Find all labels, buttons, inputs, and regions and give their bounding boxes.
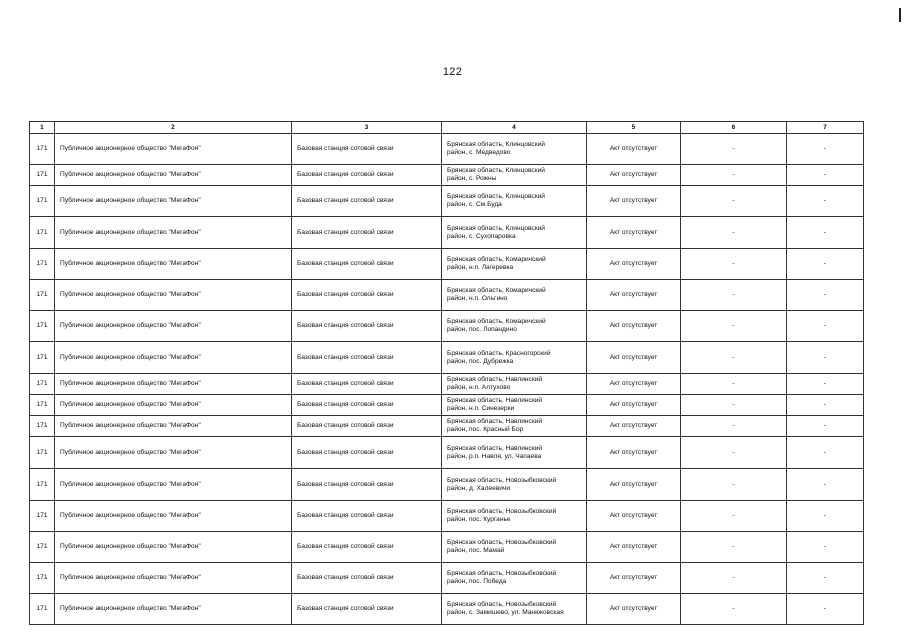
address-line: Брянская область, Навлинский: [447, 444, 543, 452]
column-7-cell: -: [787, 280, 864, 311]
act-status-cell: Акт отсутствует: [587, 469, 681, 501]
address-line: район, с. Замишево, ул. Манюковская: [447, 609, 564, 616]
column-6-cell: -: [681, 280, 787, 311]
act-status-cell: Акт отсутствует: [587, 134, 681, 165]
column-header: 4: [442, 122, 587, 134]
address-line: Брянская область, Клинцовский: [447, 141, 545, 148]
organization-cell: Публичное акционерное общество "МегаФон": [55, 501, 292, 532]
column-7-cell: -: [787, 311, 864, 342]
column-6-cell: -: [681, 501, 787, 532]
act-status-cell: Акт отсутствует: [587, 416, 681, 437]
column-6-cell: -: [681, 416, 787, 437]
column-7-cell: -: [787, 134, 864, 165]
act-status-cell: Акт отсутствует: [587, 374, 681, 395]
object-type-cell: Базовая станция сотовой связи: [292, 563, 442, 594]
row-number-cell: 171: [30, 469, 55, 501]
column-7-cell: -: [787, 374, 864, 395]
row-number-cell: 171: [30, 437, 55, 469]
column-7-cell: -: [787, 342, 864, 374]
object-type-cell: Базовая станция сотовой связи: [292, 395, 442, 416]
column-7-cell: -: [787, 395, 864, 416]
registry-table-body: [30, 134, 864, 625]
table-row: [30, 532, 864, 563]
address-cell: [442, 280, 587, 311]
column-7-cell: -: [787, 186, 864, 217]
organization-cell: Публичное акционерное общество "МегаФон": [55, 395, 292, 416]
address-cell: [442, 469, 587, 501]
column-7-cell: -: [787, 469, 864, 501]
column-6-cell: -: [681, 249, 787, 280]
act-status-cell: Акт отсутствует: [587, 437, 681, 469]
address-cell: [442, 342, 587, 374]
address-line: Брянская область, Комаричский: [447, 256, 546, 263]
column-header: 6: [681, 122, 787, 134]
act-status-cell: Акт отсутствует: [587, 501, 681, 532]
address-line: район, н.п. Лагеревка: [447, 264, 514, 271]
address-line: Брянская область, Навлинский: [447, 376, 543, 383]
act-status-cell: Акт отсутствует: [587, 186, 681, 217]
address-line: район, д. Халеевичи: [447, 484, 511, 492]
row-number-cell: 171: [30, 186, 55, 217]
column-6-cell: -: [681, 134, 787, 165]
object-type-cell: Базовая станция сотовой связи: [292, 342, 442, 374]
scan-edge-mark: [899, 8, 901, 22]
address-line: Брянская область, Красногорский: [447, 349, 551, 357]
column-6-cell: -: [681, 165, 787, 186]
act-status-cell: Акт отсутствует: [587, 395, 681, 416]
organization-cell: Публичное акционерное общество "МегаФон": [55, 249, 292, 280]
table-row: [30, 280, 864, 311]
column-header-row: [30, 122, 864, 134]
organization-cell: Публичное акционерное общество "МегаФон": [55, 437, 292, 469]
act-status-cell: Акт отсутствует: [587, 311, 681, 342]
address-cell: [442, 563, 587, 594]
table-row: [30, 416, 864, 437]
column-6-cell: -: [681, 374, 787, 395]
row-number-cell: 171: [30, 501, 55, 532]
address-line: Брянская область, Новозыбковский: [447, 539, 557, 546]
organization-cell: Публичное акционерное общество "МегаФон": [55, 342, 292, 374]
organization-cell: Публичное акционерное общество "МегаФон": [55, 416, 292, 437]
address-cell: [442, 217, 587, 249]
address-line: Брянская область, Новозыбковский: [447, 508, 557, 515]
address-line: район, р.п. Навля, ул. Чапаева: [447, 452, 542, 460]
table-row: [30, 594, 864, 625]
address-line: Брянская область, Навлинский: [447, 397, 543, 404]
object-type-cell: Базовая станция сотовой связи: [292, 374, 442, 395]
object-type-cell: Базовая станция сотовой связи: [292, 134, 442, 165]
column-6-cell: -: [681, 342, 787, 374]
row-number-cell: 171: [30, 563, 55, 594]
column-6-cell: -: [681, 532, 787, 563]
act-status-cell: Акт отсутствует: [587, 594, 681, 625]
address-cell: [442, 134, 587, 165]
address-line: район, с. См.Буда: [447, 201, 502, 208]
column-7-cell: -: [787, 217, 864, 249]
table-row: [30, 437, 864, 469]
table-row: [30, 186, 864, 217]
address-cell: [442, 374, 587, 395]
column-6-cell: -: [681, 563, 787, 594]
column-7-cell: -: [787, 165, 864, 186]
row-number-cell: 171: [30, 311, 55, 342]
address-cell: [442, 165, 587, 186]
address-line: Брянская область, Клинцовский: [447, 167, 545, 174]
address-cell: [442, 416, 587, 437]
column-7-cell: -: [787, 437, 864, 469]
organization-cell: Публичное акционерное общество "МегаФон": [55, 280, 292, 311]
column-7-cell: -: [787, 532, 864, 563]
address-cell: [442, 395, 587, 416]
address-line: район, н.п. Алтухово: [447, 384, 511, 391]
address-line: Брянская область, Комаричский: [447, 287, 546, 294]
column-7-cell: -: [787, 249, 864, 280]
address-line: Брянская область, Навлинский: [447, 418, 543, 425]
address-line: район, пос. Курганье: [447, 516, 511, 523]
column-7-cell: -: [787, 501, 864, 532]
address-cell: [442, 532, 587, 563]
address-cell: [442, 594, 587, 625]
row-number-cell: 171: [30, 134, 55, 165]
column-6-cell: -: [681, 437, 787, 469]
column-6-cell: -: [681, 395, 787, 416]
object-type-cell: Базовая станция сотовой связи: [292, 186, 442, 217]
address-line: Брянская область, Клинцовский: [447, 224, 545, 232]
object-type-cell: Базовая станция сотовой связи: [292, 416, 442, 437]
column-6-cell: -: [681, 217, 787, 249]
row-number-cell: 171: [30, 342, 55, 374]
organization-cell: Публичное акционерное общество "МегаФон": [55, 469, 292, 501]
address-line: район, с. Медведово: [447, 149, 511, 156]
table-row: [30, 165, 864, 186]
act-status-cell: Акт отсутствует: [587, 342, 681, 374]
column-7-cell: -: [787, 594, 864, 625]
object-type-cell: Базовая станция сотовой связи: [292, 280, 442, 311]
address-line: район, пос. Красный Бор: [447, 426, 524, 433]
address-line: Брянская область, Клинцовский: [447, 193, 545, 200]
address-line: район, с. Сухопаровка: [447, 232, 516, 240]
object-type-cell: Базовая станция сотовой связи: [292, 249, 442, 280]
column-header: 2: [55, 122, 292, 134]
row-number-cell: 171: [30, 395, 55, 416]
address-cell: [442, 437, 587, 469]
row-number-cell: 171: [30, 374, 55, 395]
address-line: район, н.п. Ольгино: [447, 295, 508, 302]
act-status-cell: Акт отсутствует: [587, 217, 681, 249]
column-header: 1: [30, 122, 55, 134]
address-line: район, пос. Дубрежка: [447, 357, 514, 365]
organization-cell: Публичное акционерное общество "МегаФон": [55, 374, 292, 395]
organization-cell: Публичное акционерное общество "МегаФон": [55, 134, 292, 165]
object-type-cell: Базовая станция сотовой связи: [292, 594, 442, 625]
object-type-cell: Базовая станция сотовой связи: [292, 437, 442, 469]
row-number-cell: 171: [30, 165, 55, 186]
row-number-cell: 171: [30, 280, 55, 311]
organization-cell: Публичное акционерное общество "МегаФон": [55, 217, 292, 249]
row-number-cell: 171: [30, 217, 55, 249]
address-line: Брянская область, Новозыбковский: [447, 476, 557, 484]
organization-cell: Публичное акционерное общество "МегаФон": [55, 311, 292, 342]
table-row: [30, 374, 864, 395]
row-number-cell: 171: [30, 532, 55, 563]
organization-cell: Публичное акционерное общество "МегаФон": [55, 532, 292, 563]
registry-table: [29, 121, 864, 625]
column-7-cell: -: [787, 563, 864, 594]
address-line: район, с. Рожны: [447, 175, 497, 182]
object-type-cell: Базовая станция сотовой связи: [292, 532, 442, 563]
object-type-cell: Базовая станция сотовой связи: [292, 501, 442, 532]
table-row: [30, 563, 864, 594]
address-line: Брянская область, Новозыбковский: [447, 570, 557, 577]
column-6-cell: -: [681, 186, 787, 217]
address-cell: [442, 249, 587, 280]
column-header: 5: [587, 122, 681, 134]
address-line: район, н.п. Синезерки: [447, 405, 515, 412]
table-row: [30, 342, 864, 374]
table-row: [30, 249, 864, 280]
address-line: район, пос. Лопандино: [447, 326, 517, 333]
object-type-cell: Базовая станция сотовой связи: [292, 217, 442, 249]
organization-cell: Публичное акционерное общество "МегаФон": [55, 186, 292, 217]
act-status-cell: Акт отсутствует: [587, 532, 681, 563]
column-6-cell: -: [681, 311, 787, 342]
column-7-cell: -: [787, 416, 864, 437]
table-row: [30, 501, 864, 532]
row-number-cell: 171: [30, 594, 55, 625]
table-row: [30, 395, 864, 416]
object-type-cell: Базовая станция сотовой связи: [292, 165, 442, 186]
table-row: [30, 134, 864, 165]
object-type-cell: Базовая станция сотовой связи: [292, 311, 442, 342]
address-line: Брянская область, Комаричский: [447, 318, 546, 325]
table-row: [30, 217, 864, 249]
address-line: район, пос. Мамай: [447, 547, 505, 554]
act-status-cell: Акт отсутствует: [587, 563, 681, 594]
table-row: [30, 311, 864, 342]
organization-cell: Публичное акционерное общество "МегаФон": [55, 563, 292, 594]
row-number-cell: 171: [30, 416, 55, 437]
address-cell: [442, 501, 587, 532]
column-6-cell: -: [681, 469, 787, 501]
act-status-cell: Акт отсутствует: [587, 249, 681, 280]
address-cell: [442, 186, 587, 217]
column-header: 3: [292, 122, 442, 134]
organization-cell: Публичное акционерное общество "МегаФон": [55, 594, 292, 625]
act-status-cell: Акт отсутствует: [587, 280, 681, 311]
act-status-cell: Акт отсутствует: [587, 165, 681, 186]
column-header: 7: [787, 122, 864, 134]
organization-cell: Публичное акционерное общество "МегаФон": [55, 165, 292, 186]
address-line: Брянская область, Новозыбковский: [447, 601, 557, 608]
object-type-cell: Базовая станция сотовой связи: [292, 469, 442, 501]
table-row: [30, 469, 864, 501]
address-line: район, пос. Победа: [447, 578, 507, 585]
address-cell: [442, 311, 587, 342]
row-number-cell: 171: [30, 249, 55, 280]
page-number: 122: [442, 66, 463, 78]
column-6-cell: -: [681, 594, 787, 625]
